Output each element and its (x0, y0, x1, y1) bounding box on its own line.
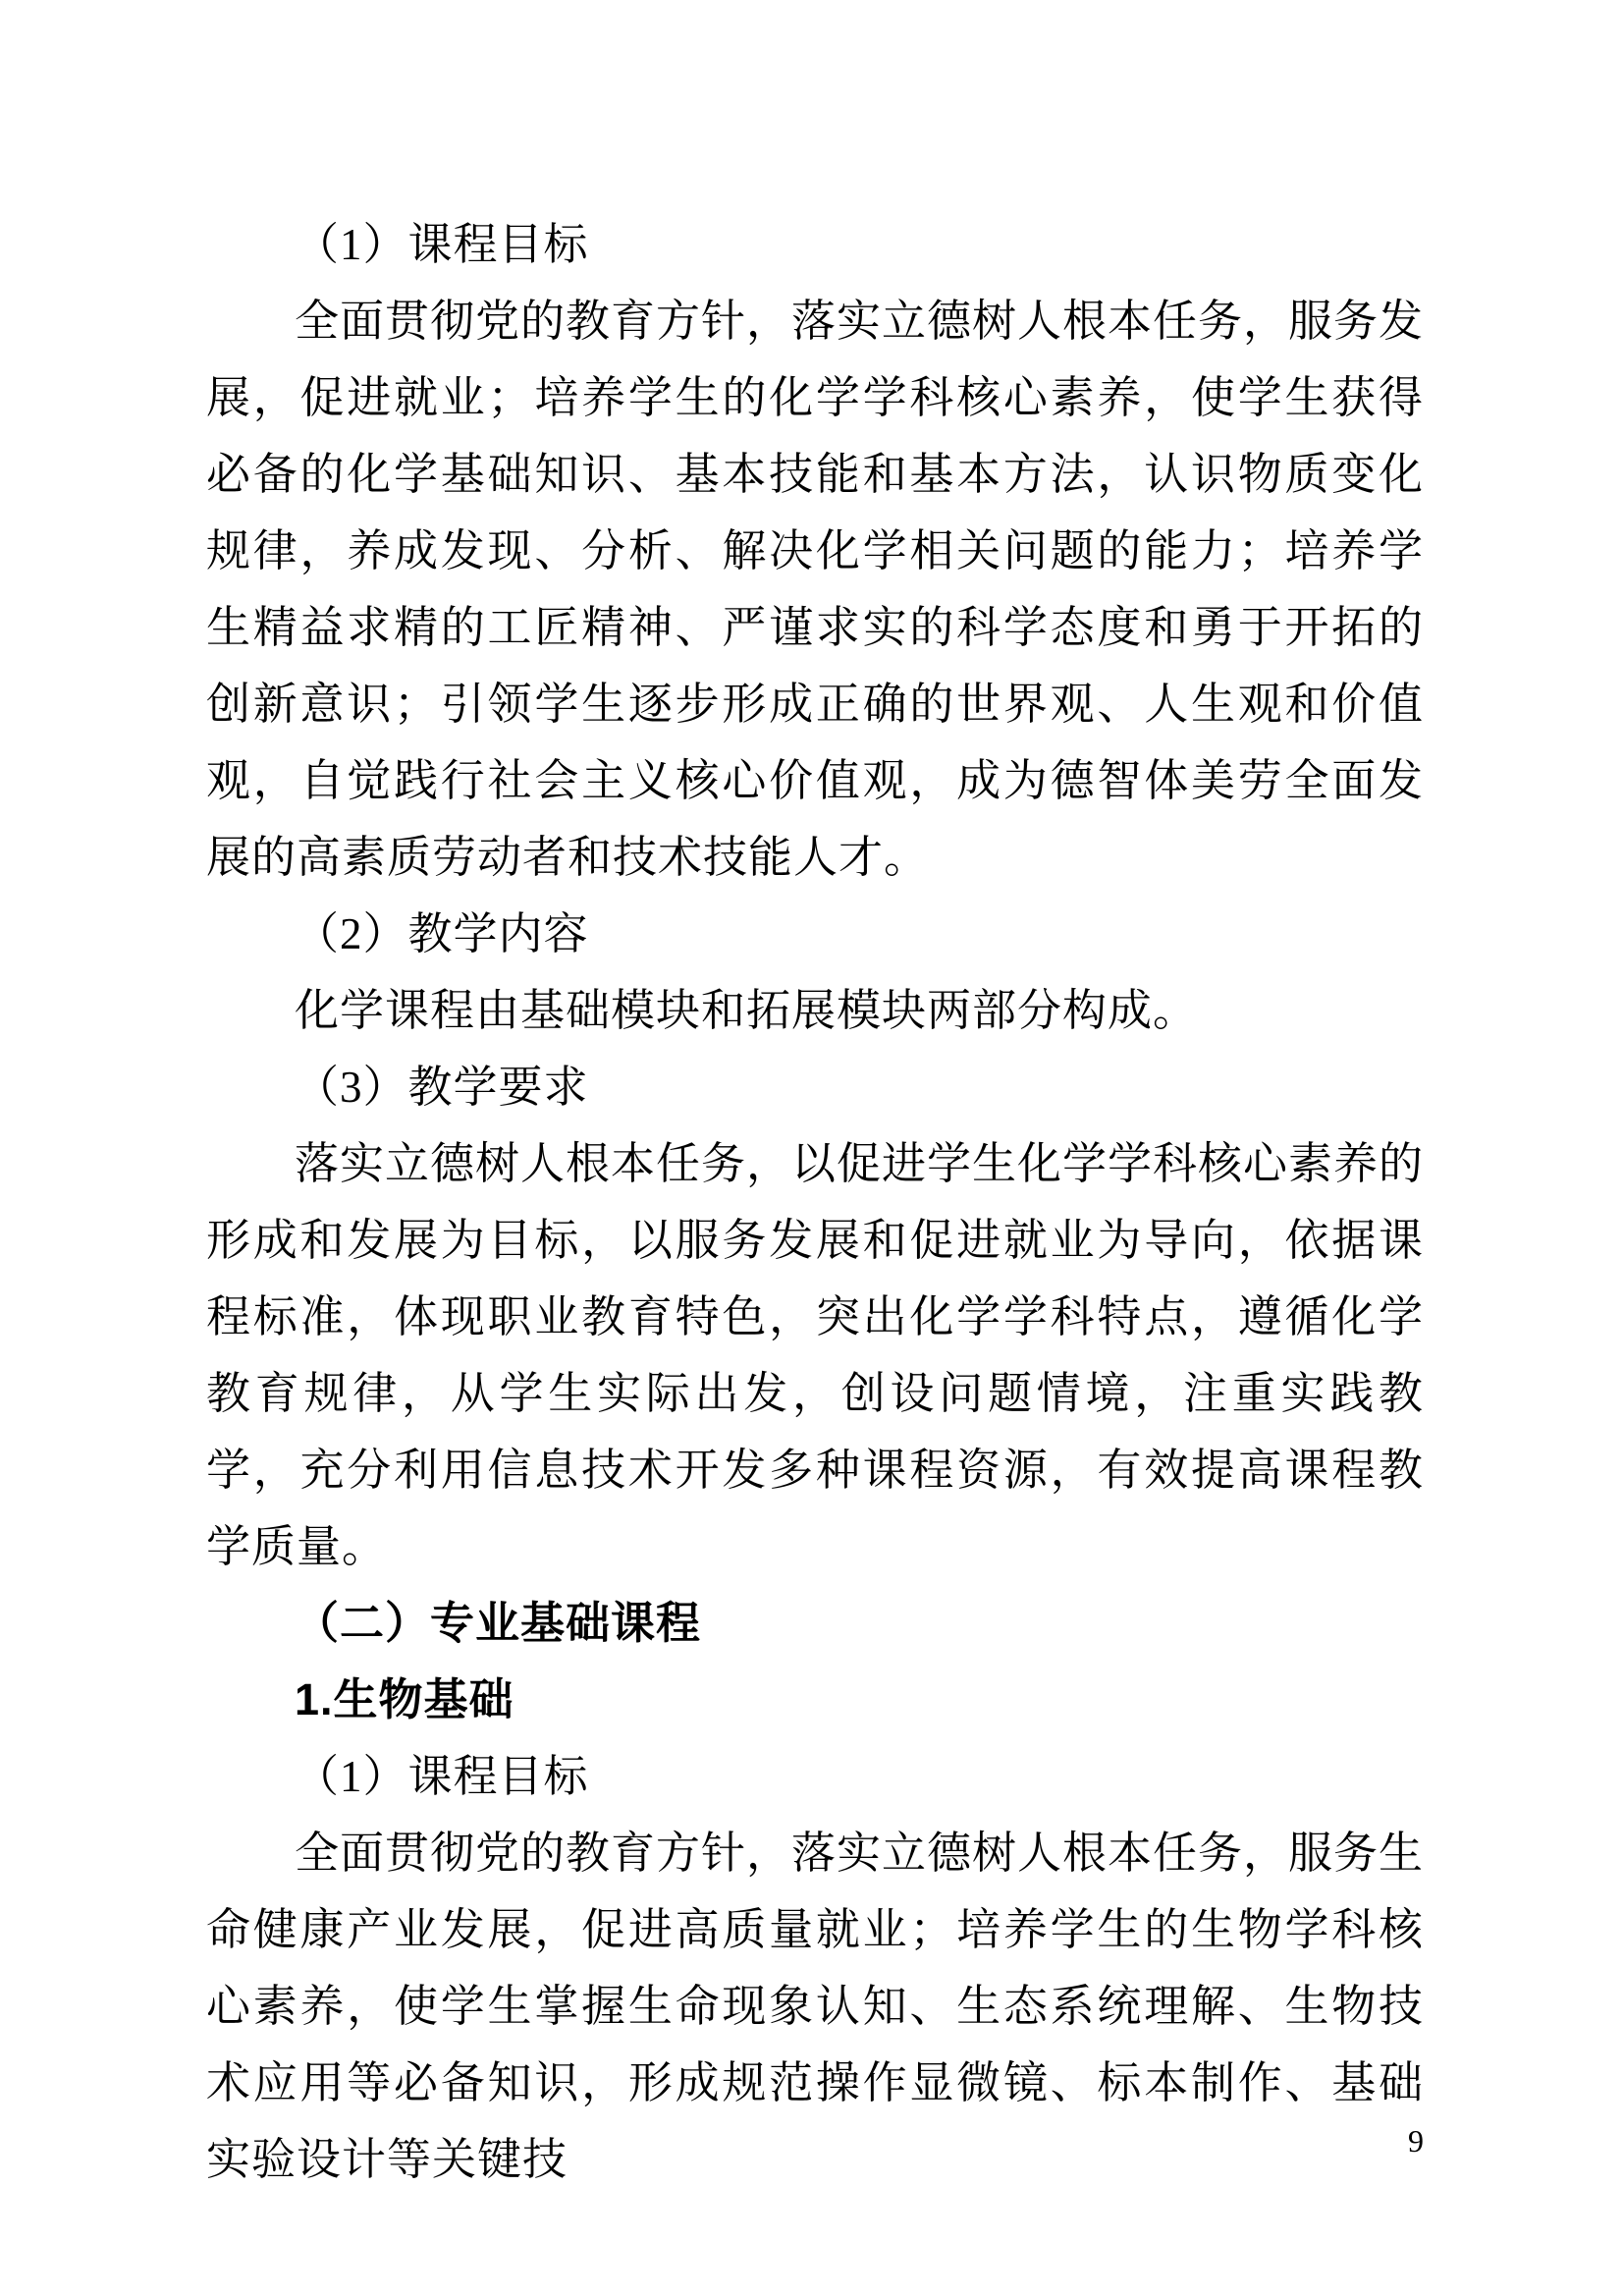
paragraph-teaching-requirements: 落实立德树人根本任务，以促进学生化学学科核心素养的形成和发展为目标，以服务发展和促进就业为导向，依据课程标准，体现职业教育特色，突出化学学科特点，遵循化学教育规律，从学生实际出发，创设问题情境，注重实践教学，充分利用信息技术开发多种课程资源，有效提高课程教学质量。 (206, 1139, 1425, 1571)
heading-biology-basics: 1.生物基础 (295, 1674, 514, 1724)
heading-course-objectives-chemistry: （1）课程目标 (295, 220, 589, 269)
heading-professional-basic-courses: （二）专业基础课程 (295, 1599, 702, 1648)
heading-teaching-requirements: （3）教学要求 (295, 1063, 589, 1112)
document-body (206, 206, 1424, 2198)
paragraph-chemistry-course-objectives: 全面贯彻党的教育方针，落实立德树人根本任务，服务发展，促进就业；培养学生的化学学科核心素养，使学生获得必备的化学基础知识、基本技能和基本方法，认识物质变化规律，养成发现、分析、解决化学相关问题的能力；培养学生精益求精的工匠精神、严谨求实的科学态度和勇于开拓的创新意识；引领学生逐步形成正确的世界观、人生观和价值观，自觉践行社会主义核心价值观，成为德智体美劳全面发展的高素质劳动者和技术技能人才。 (206, 297, 1425, 882)
heading-course-objectives-biology: （1）课程目标 (295, 1752, 589, 1801)
paragraph-biology-course-objectives: 全面贯彻党的教育方针，落实立德树人根本任务，服务生命健康产业发展，促进高质量就业；培养学生的生物学科核心素养，使学生掌握生命现象认知、生态系统理解、生物技术应用等必备知识，形成规范操作显微镜、标本制作、基础实验设计等关键技 (206, 1829, 1425, 2184)
page-number: 9 (1408, 2123, 1424, 2159)
heading-teaching-content: （2）教学内容 (295, 909, 589, 958)
paragraph-teaching-content: 化学课程由基础模块和拓展模块两部分构成。 (295, 986, 1199, 1035)
